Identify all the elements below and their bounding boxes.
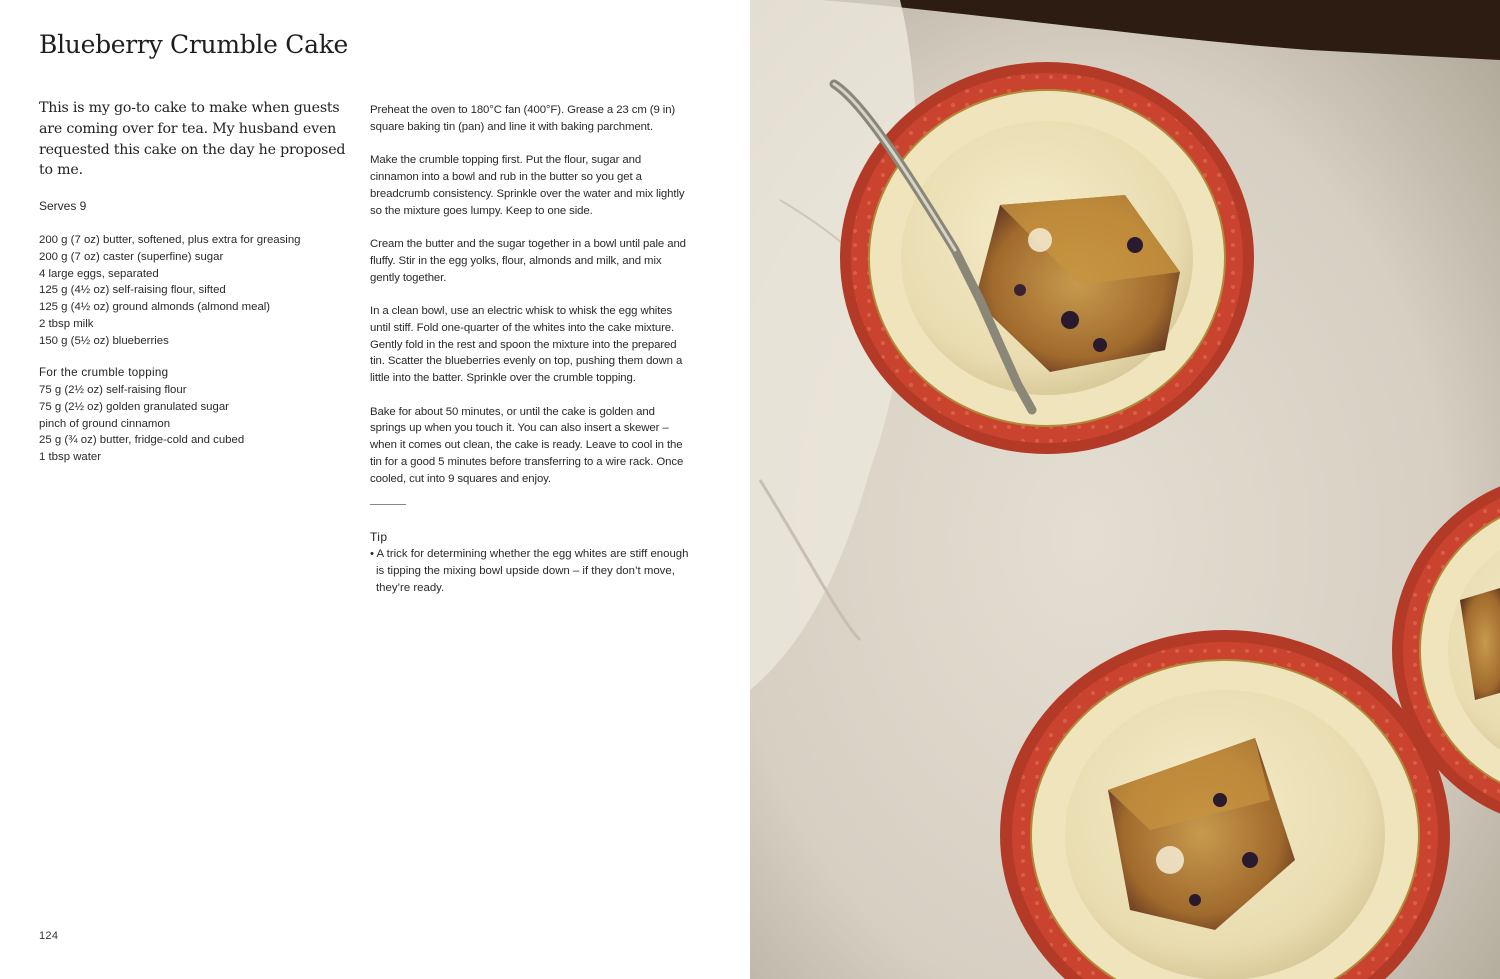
- ingredients-column: [39, 98, 357, 466]
- method-step: In a clean bowl, use an electric whisk to whisk the egg whites until stiff. Fold one-quarter of the whites into the cake mixture. Gently fold in the rest and spoon the mixture into the prepared tin. Scatter the blueberries evenly on top, pushing them down a little into the batter. Sprinkle over the crumble topping.: [370, 305, 683, 384]
- method-step: Preheat the oven to 180°C fan (400°F). Grease a 23 cm (9 in) square baking tin (pan) and line it with baking parchment.: [370, 104, 676, 133]
- topping-item: 75 g (2½ oz) self-raising flour: [39, 384, 187, 397]
- ingredient-item: 125 g (4½ oz) ground almonds (almond meal): [39, 301, 271, 314]
- ingredient-list: [39, 232, 357, 349]
- method-step: Cream the butter and the sugar together in a bowl until pale and fluffy. Stir in the egg yolks, flour, almonds and milk, and mix gently together.: [370, 238, 686, 284]
- topping-item: 25 g (¾ oz) butter, fridge-cold and cubed: [39, 434, 245, 447]
- ingredient-item: 125 g (4½ oz) self-raising flour, sifted: [39, 284, 226, 297]
- tip-heading: Tip: [370, 530, 388, 544]
- topping-item: 1 tbsp water: [39, 451, 102, 464]
- topping-item: 75 g (2½ oz) golden granulated sugar: [39, 400, 229, 413]
- ingredient-item: 200 g (7 oz) caster (superfine) sugar: [39, 250, 224, 263]
- serves-count: Serves 9: [39, 199, 87, 214]
- cake-photo: [750, 0, 1500, 979]
- topping-item: pinch of ground cinnamon: [39, 417, 171, 430]
- recipe-title: Blueberry Crumble Cake: [39, 30, 349, 59]
- page-number: 124: [39, 930, 59, 942]
- method-step: Bake for about 50 minutes, or until the cake is golden and springs up when you touch it. You can also insert a skewer – when it comes out clean, the cake is ready. Leave to cool in the tin for a good 5 minutes before transferring to a wire rack. Once cooled, cut into 9 squares and enjoy.: [370, 405, 684, 485]
- ingredient-item: 150 g (5½ oz) blueberries: [39, 334, 169, 347]
- ingredient-item: 2 tbsp milk: [39, 317, 94, 330]
- method-step: Make the crumble topping first. Put the flour, sugar and cinnamon into a bowl and rub in the butter so you get a breadcrumb consistency. Sprinkle over the water and mix lightly so the mixture goes lumpy. Keep to one side.: [370, 154, 685, 217]
- recipe-intro: This is my go-to cake to make when guests are coming over for tea. My husband even requested this cake on the day he proposed to me.: [39, 100, 346, 179]
- method-column: [370, 102, 690, 596]
- ingredient-item: 4 large eggs, separated: [39, 267, 159, 280]
- topping-list: [39, 382, 357, 466]
- method-steps: [370, 102, 690, 487]
- divider: [370, 504, 406, 505]
- topping-heading: For the crumble topping: [39, 366, 169, 380]
- tip-text: • A trick for determining whether the egg whites are stiff enough is tipping the mixing bowl upside down – if they don’t move, they’re ready.: [370, 548, 689, 594]
- ingredient-item: 200 g (7 oz) butter, softened, plus extra for greasing: [39, 234, 301, 247]
